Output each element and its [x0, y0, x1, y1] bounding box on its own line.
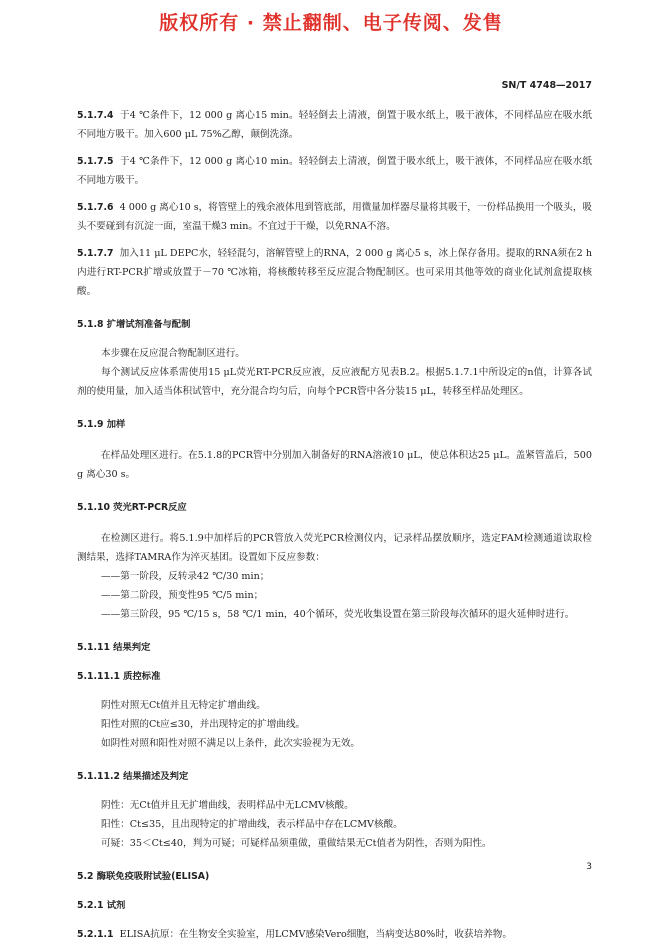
- clause-number: 5.1.7.4: [77, 110, 114, 121]
- section-heading-5-1-9: 5.1.9 加样: [77, 419, 126, 430]
- clause-text: 加入11 μL DEPC水，轻轻混匀，溶解管壁上的RNA，2 000 g 离心5 s，冰上保存备用。提取的RNA须在2 h 内进行RT-PCR扩增或放置于－70 ℃冰箱，将核酸转移至反应混合物配制区。也可采用其他等效的商业化试剂盒提取核酸。: [77, 248, 592, 297]
- clause-number: 5.1.7.5: [77, 156, 114, 167]
- section-heading-5-1-11-2: 5.1.11.2 结果描述及判定: [77, 771, 189, 782]
- section-heading-5-1-11: 5.1.11 结果判定: [77, 642, 151, 653]
- clause-5-2-1-1: [77, 925, 592, 944]
- clause-text: 于4 ℃条件下，12 000 g 离心10 min。轻轻倒去上清液，倒置于吸水纸上，吸干液体，不同样品应在吸水纸不同地方吸干。: [77, 156, 593, 186]
- list-item: ——第二阶段，预变性95 ℃/5 min；: [101, 590, 264, 601]
- section-heading-5-1-11-1: 5.1.11.1 质控标准: [77, 671, 161, 682]
- clause-text: 4 000 g 离心10 s，将管壁上的残余液体甩到管底部，用微量加样器尽量将其吸干，一份样品换用一个吸头，吸头不要碰到有沉淀一面，室温干燥3 min。不宜过于干燥，以免RNA不溶。: [77, 202, 593, 232]
- paragraph: 阳性：Ct≤35，且出现特定的扩增曲线，表示样品中存在LCMV核酸。: [101, 819, 403, 830]
- section-heading-5-2: 5.2 酶联免疫吸附试验(ELISA): [77, 871, 210, 882]
- clause-5-1-7-6: [77, 198, 592, 236]
- clause-5-1-7-5: [77, 152, 592, 190]
- paragraph: 在样品处理区进行。在5.1.8的PCR管中分别加入制备好的RNA溶液10 μL，使总体积达25 μL。盖紧管盖后，500 g 离心30 s。: [77, 450, 592, 480]
- paragraph: 如阴性对照和阳性对照不满足以上条件，此次实验视为无效。: [101, 738, 361, 749]
- page-number: 3: [586, 862, 592, 872]
- section-heading-5-1-10: 5.1.10 荧光RT-PCR反应: [77, 502, 187, 513]
- paragraph: 阴性：无Ct值并且无扩增曲线，表明样品中无LCMV核酸。: [101, 800, 354, 811]
- clause-5-1-7-4: [77, 106, 592, 144]
- paragraph: 阴性对照无Ct值并且无特定扩增曲线。: [101, 700, 266, 711]
- paragraph: 阳性对照的Ct应≤30，并出现特定的扩增曲线。: [101, 719, 306, 730]
- clause-number: 5.1.7.6: [77, 202, 114, 213]
- clause-text: ELISA抗原：在生物安全实验室，用LCMV感染Vero细胞，当病变达80%时，收获培养物。: [119, 929, 512, 940]
- paragraph: 在检测区进行。将5.1.9中加样后的PCR管放入荧光PCR检测仪内，记录样品摆放顺序，选定FAM检测通道读取检测结果，选择TAMRA作为淬灭基团。设置如下反应参数：: [77, 533, 592, 563]
- paragraph: 本步骤在反应混合物配制区进行。: [101, 348, 245, 359]
- section-heading-5-1-8: 5.1.8 扩增试剂准备与配制: [77, 319, 191, 330]
- watermark: 版权所有 · 禁止翻制、电子传阅、发售: [159, 12, 503, 34]
- clause-number: 5.1.7.7: [77, 248, 114, 259]
- list-item: ——第三阶段，95 ℃/15 s，58 ℃/1 min，40个循环，荧光收集设置在第三阶段每次循环的退火延伸时进行。: [101, 609, 575, 620]
- paragraph: 可疑：35＜Ct≤40，判为可疑；可疑样品须重做，重做结果无Ct值者为阴性，否则为阳性。: [101, 838, 492, 849]
- paragraph: 每个测试反应体系需使用15 μL荧光RT-PCR反应液，反应液配方见表B.2。根据5.1.7.1中所设定的n值，计算各试剂的使用量，加入适当体积试管中，充分混合均匀后，向每个PCR管中各分装15 μL，转移至样品处理区。: [77, 367, 592, 397]
- clause-text: 于4 ℃条件下，12 000 g 离心15 min。轻轻倒去上清液，倒置于吸水纸上，吸干液体，不同样品应在吸水纸不同地方吸干。加入600 μL 75%乙醇，颠倒洗涤。: [77, 110, 593, 140]
- list-item: ——第一阶段，反转录42 ℃/30 min；: [101, 571, 270, 582]
- section-heading-5-2-1: 5.2.1 试剂: [77, 900, 126, 911]
- standard-code: SN/T 4748—2017: [501, 80, 592, 91]
- clause-number: 5.2.1.1: [77, 929, 114, 940]
- document-body: [77, 106, 592, 944]
- clause-5-1-7-7: [77, 244, 592, 301]
